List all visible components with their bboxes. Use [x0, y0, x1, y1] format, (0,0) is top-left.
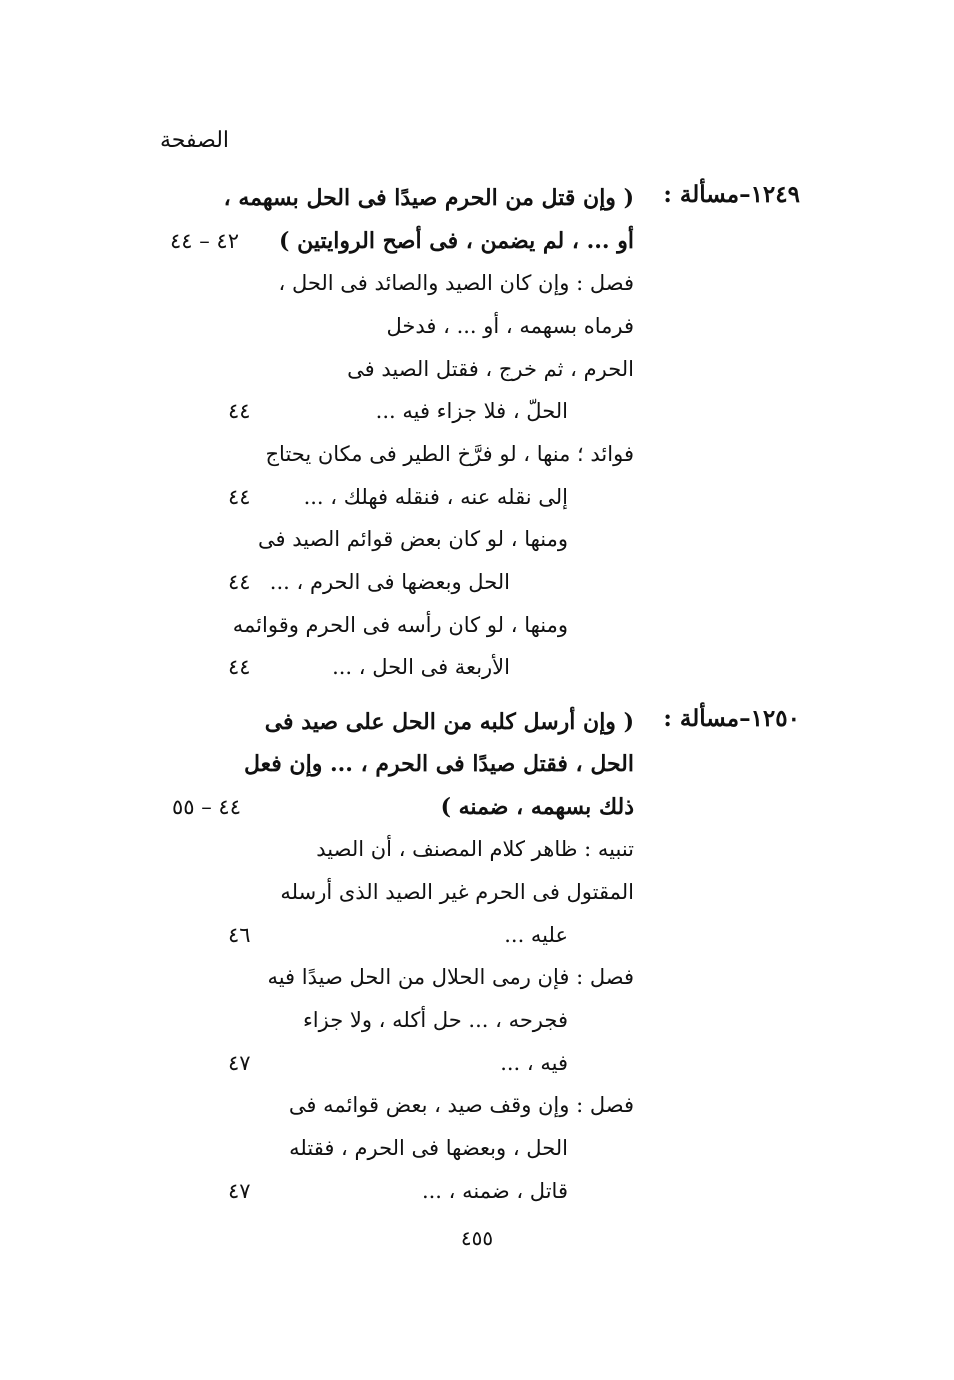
issue-text-line: ذلك بسهمه ، ضمنه ): [440, 794, 634, 820]
section-text-line: فجرحه ، ... حل أكله ، ولا جزاء: [302, 1008, 568, 1032]
section-text-line: فوائد ؛ منها ، لو فرَّخ الطير فى مكان يحتاج: [265, 442, 634, 466]
issue-text-line: أو ... ، لم يضمن ، فى أصح الروايتين ): [279, 228, 634, 254]
page-reference: ٤٢ – ٤٤: [170, 229, 239, 253]
section-text-line: الأربعة فى الحل ، ...: [332, 655, 510, 679]
page-column-heading: الصفحة: [160, 128, 230, 153]
section-text-line: تنبيه : ظاهر كلام المصنف ، أن الصيد: [316, 837, 634, 861]
issue-label: ١٢٤٩–مسألة :: [663, 181, 800, 208]
section-text-line: المقتول فى الحرم غير الصيد الذى أرسله: [280, 880, 634, 904]
page-reference: ٤٦: [228, 923, 251, 947]
section-text-line: فيه ، ...: [500, 1051, 568, 1075]
issue-text-line: ( وإن أرسل كلبه من الحل على صيد فى: [264, 709, 634, 735]
page-reference: ٤٧: [228, 1051, 251, 1075]
page-reference: ٤٤ – ٥٥: [172, 795, 241, 819]
section-text-line: قاتل ، ضمنه ، ...: [421, 1179, 568, 1203]
page-reference: ٤٧: [228, 1179, 251, 1203]
page-reference: ٤٤: [228, 485, 251, 509]
section-text-line: فصل : فإن رمى الحلال من الحل صيدًا فيه: [267, 965, 634, 989]
section-text-line: الحلّ ، فلا جزاء فيه ...: [375, 399, 568, 423]
section-text-line: الحل وبعضها فى الحرم ، ...: [269, 570, 510, 594]
section-text-line: الحرم ، ثم خرج ، فقتل الصيد فى: [347, 357, 634, 381]
issue-text-line: ( وإن قتل من الحرم صيدًا فى الحل بسهمه ،: [223, 185, 634, 211]
section-text-line: فصل : وإن وقف صيد ، بعض قوائمه فى: [288, 1093, 634, 1117]
section-text-line: الحل ، وبعضها فى الحرم ، فقتله: [289, 1136, 568, 1160]
section-text-line: فصل : وإن كان الصيد والصائد فى الحل ،: [278, 271, 634, 295]
page-reference: ٤٤: [228, 399, 251, 423]
page-reference: ٤٤: [228, 655, 251, 679]
section-text-line: عليه ...: [504, 923, 568, 947]
section-text-line: فرماه بسهمه ، أو ... ، فدخل: [386, 314, 634, 338]
issue-text-line: الحل ، فقتل صيدًا فى الحرم ، ... وإن فعل: [243, 751, 634, 777]
page-reference: ٤٤: [228, 570, 251, 594]
section-text-line: إلى نقله عنه ، فنقله فهلك ، ...: [303, 485, 568, 509]
issue-label: ١٢٥٠–مسألة :: [663, 705, 800, 732]
section-text-line: ومنها ، لو كان بعض قوائم الصيد فى: [258, 527, 568, 551]
page-number: ٤٥٥: [460, 1226, 494, 1250]
section-text-line: ومنها ، لو كان رأسه فى الحرم وقوائمه: [232, 613, 568, 637]
